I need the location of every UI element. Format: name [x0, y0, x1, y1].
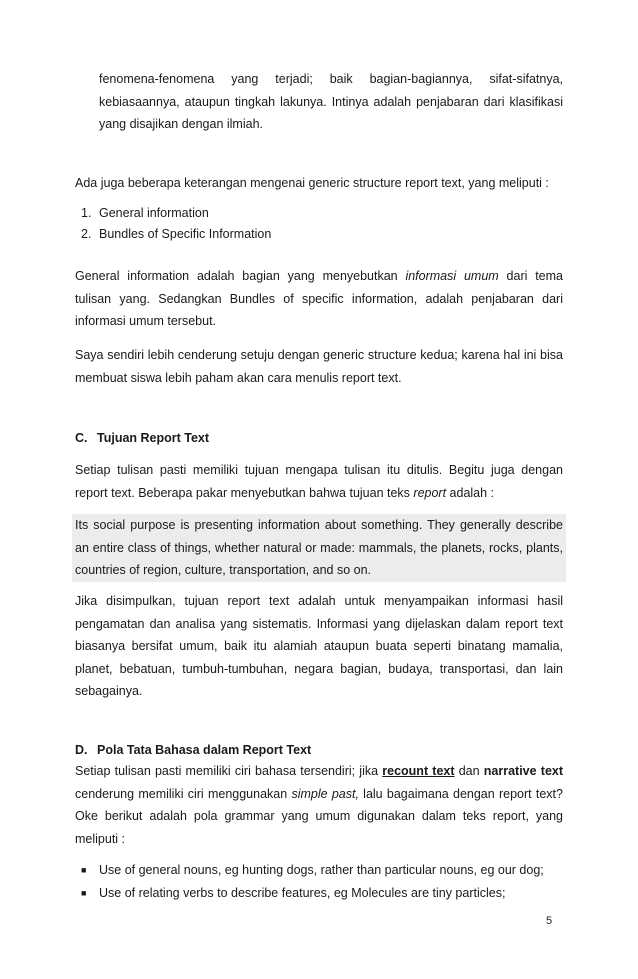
generic-structure-list: [75, 203, 563, 245]
bullet-icon: ■: [81, 865, 87, 875]
page-number: 5: [546, 915, 553, 927]
section-c-paragraph: Setiap tulisan pasti memiliki tujuan mengapa tulisan itu ditulis. Begitu juga dengan report text. Beberapa pakar menyebutkan bahwa tujuan teks report adalah :: [75, 463, 563, 500]
bullet-icon: ■: [81, 888, 87, 898]
section-d-paragraph: Setiap tulisan pasti memiliki ciri bahasa tersendiri; jika recount text dan narrative text cenderung memiliki ciri menggunakan simple past, lalu bagaimana dengan report text? Oke berikut adalah pola grammar yang umum digunakan dalam teks report, yang meliputi :: [75, 764, 564, 846]
conclusion-paragraph: Jika disimpulkan, tujuan report text adalah untuk menyampaikan informasi hasil pengamatan dan analisa yang sistematis. Informasi yang dijelaskan dalam report text biasanya bersifat umum, baik itu alamiah ataupun buata seperti binatang mamalia, planet, bebatuan, tumbuh-tumbuhan, negara bagian, budaya, transportasi, dan lain sebagainya.: [75, 594, 563, 698]
grammar-bullet-list: [75, 859, 563, 905]
list-item: ■ Use of general nouns, eg hunting dogs, rather than particular nouns, eg our dog;: [75, 859, 563, 882]
recount-text-link[interactable]: recount text: [382, 764, 455, 778]
opinion-paragraph: Saya sendiri lebih cenderung setuju dengan generic structure kedua; karena hal ini bisa membuat siswa lebih paham akan cara menulis report text.: [75, 348, 563, 385]
section-c-heading: C. Tujuan Report Text: [75, 431, 210, 445]
list-item: 2. Bundles of Specific Information: [81, 227, 272, 241]
list-item: ■ Use of relating verbs to describe features, eg Molecules are tiny particles;: [75, 882, 563, 905]
purpose-quote-block: [72, 514, 566, 582]
list-item: 1. General information: [81, 206, 209, 220]
general-information-paragraph: General information adalah bagian yang menyebutkan informasi umum dari tema tulisan yang. Sedangkan Bundles of specific information, adalah penjabaran dari informasi umum tersebut.: [75, 269, 563, 328]
intro-paragraph: Ada juga beberapa keterangan mengenai generic structure report text, yang meliputi :: [75, 176, 549, 190]
purpose-quote: Its social purpose is presenting information about something. They generally describe an entire class of things, whether natural or made: mammals, the planets, rocks, plants, countries of region, culture, transportation, and so on.: [75, 518, 563, 577]
section-d-heading: D. Pola Tata Bahasa dalam Report Text: [75, 743, 312, 757]
continuation-paragraph: fenomena-fenomena yang terjadi; baik bagian-bagiannya, sifat-sifatnya, kebiasaannya, ataupun tingkah lakunya. Intinya adalah penjabaran dari klasifikasi yang disajikan dengan ilmiah.: [99, 72, 563, 131]
